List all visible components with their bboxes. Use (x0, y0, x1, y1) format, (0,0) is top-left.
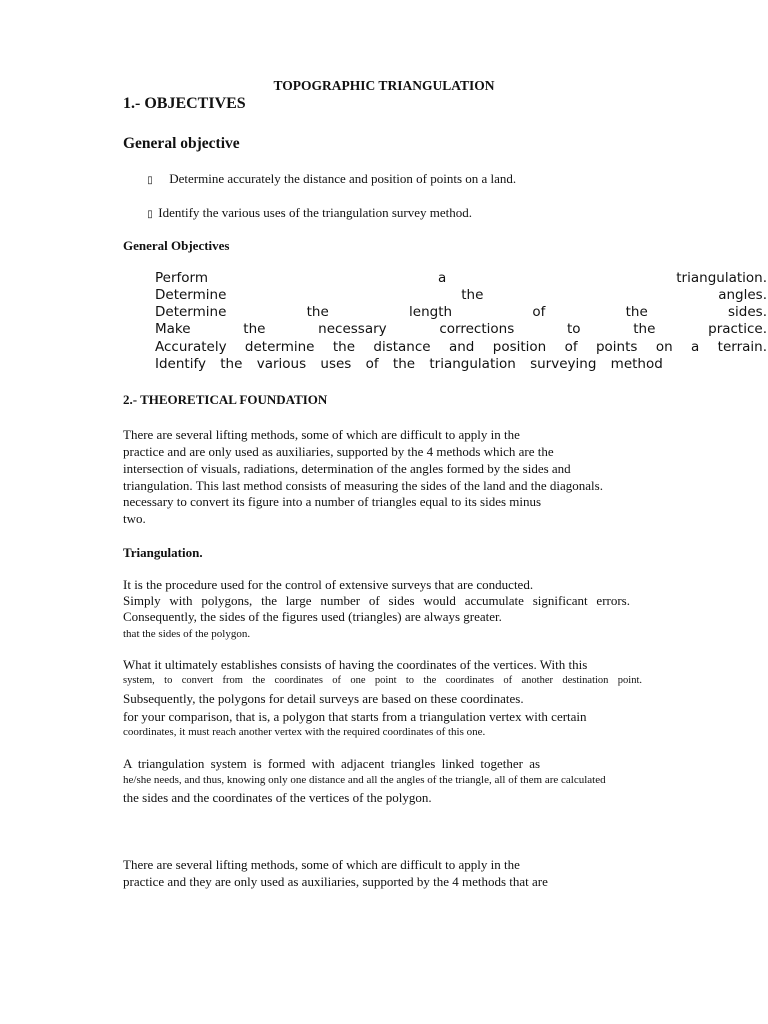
paragraph-line: There are several lifting methods, some of which are difficult to apply in the (123, 427, 520, 442)
objective-list-item: Determine the length of the sides. (155, 304, 767, 320)
paragraph-line: that the sides of the polygon. (123, 628, 251, 640)
triangulation-heading: Triangulation. (123, 545, 203, 560)
paragraph-line: system, to convert from the coordinates of one point to the coordinates of another destination point. (123, 675, 642, 686)
paragraph-line: practice and they are only used as auxiliaries, supported by the 4 methods that are (123, 874, 548, 889)
document-title: TOPOGRAPHIC TRIANGULATION (273, 78, 495, 93)
paragraph-line: triangulation. This last method consists of measuring the sides of the land and the diagonals. (123, 478, 603, 493)
objective-list-item: Accurately determine the distance and position of points on a terrain. (155, 339, 767, 355)
paragraph-line: for your comparison, that is, a polygon that starts from a triangulation vertex with certain (123, 709, 587, 724)
bullet-text: Identify the various uses of the triangulation survey method. (158, 205, 472, 220)
bullet-item-1 (145, 171, 516, 187)
paragraph-line: the sides and the coordinates of the vertices of the polygon. (123, 790, 432, 805)
bullet-item-2 (145, 205, 472, 221)
paragraph-line: two. (123, 511, 146, 526)
paragraph-line: necessary to convert its figure into a number of triangles equal to its sides minus (123, 494, 542, 509)
paragraph-line: intersection of visuals, radiations, determination of the angles formed by the sides and (123, 461, 571, 476)
bullet-text: Determine accurately the distance and position of points on a land. (169, 171, 517, 186)
general-objectives-heading: General Objectives (123, 238, 230, 253)
general-objective-heading: General objective (123, 135, 240, 152)
objective-list-item: Make the necessary corrections to the practice. (155, 321, 767, 337)
paragraph-line: practice and are only used as auxiliaries, supported by the 4 methods which are the (123, 444, 554, 459)
theoretical-foundation-heading: 2.- THEORETICAL FOUNDATION (123, 392, 328, 407)
paragraph-line: What it ultimately establishes consists of having the coordinates of the vertices. With this (123, 657, 588, 672)
bullet-box-icon: ▯ (147, 175, 153, 186)
paragraph-line: Consequently, the sides of the figures used (triangles) are always greater. (123, 609, 502, 624)
paragraph-line: There are several lifting methods, some of which are difficult to apply in the (123, 857, 520, 872)
objective-list-item: Perform a triangulation. (155, 270, 767, 286)
paragraph-line: he/she needs, and thus, knowing only one distance and all the angles of the triangle, all of them are calculated (123, 774, 606, 786)
paragraph-line: coordinates, it must reach another vertex with the required coordinates of this one. (123, 726, 486, 738)
paragraph-line: It is the procedure used for the control of extensive surveys that are conducted. (123, 577, 534, 592)
paragraph-line: Subsequently, the polygons for detail surveys are based on these coordinates. (123, 691, 524, 706)
objective-list-item: Determine the angles. (155, 287, 767, 303)
paragraph-line: A triangulation system is formed with adjacent triangles linked together as (123, 756, 541, 771)
paragraph-line: Simply with polygons, the large number of sides would accumulate significant errors. (123, 593, 630, 608)
objective-list-item: Identify the various uses of the triangulation surveying method (155, 356, 663, 372)
bullet-box-icon: ▯ (147, 209, 153, 220)
objectives-heading: 1.- OBJECTIVES (123, 95, 246, 112)
